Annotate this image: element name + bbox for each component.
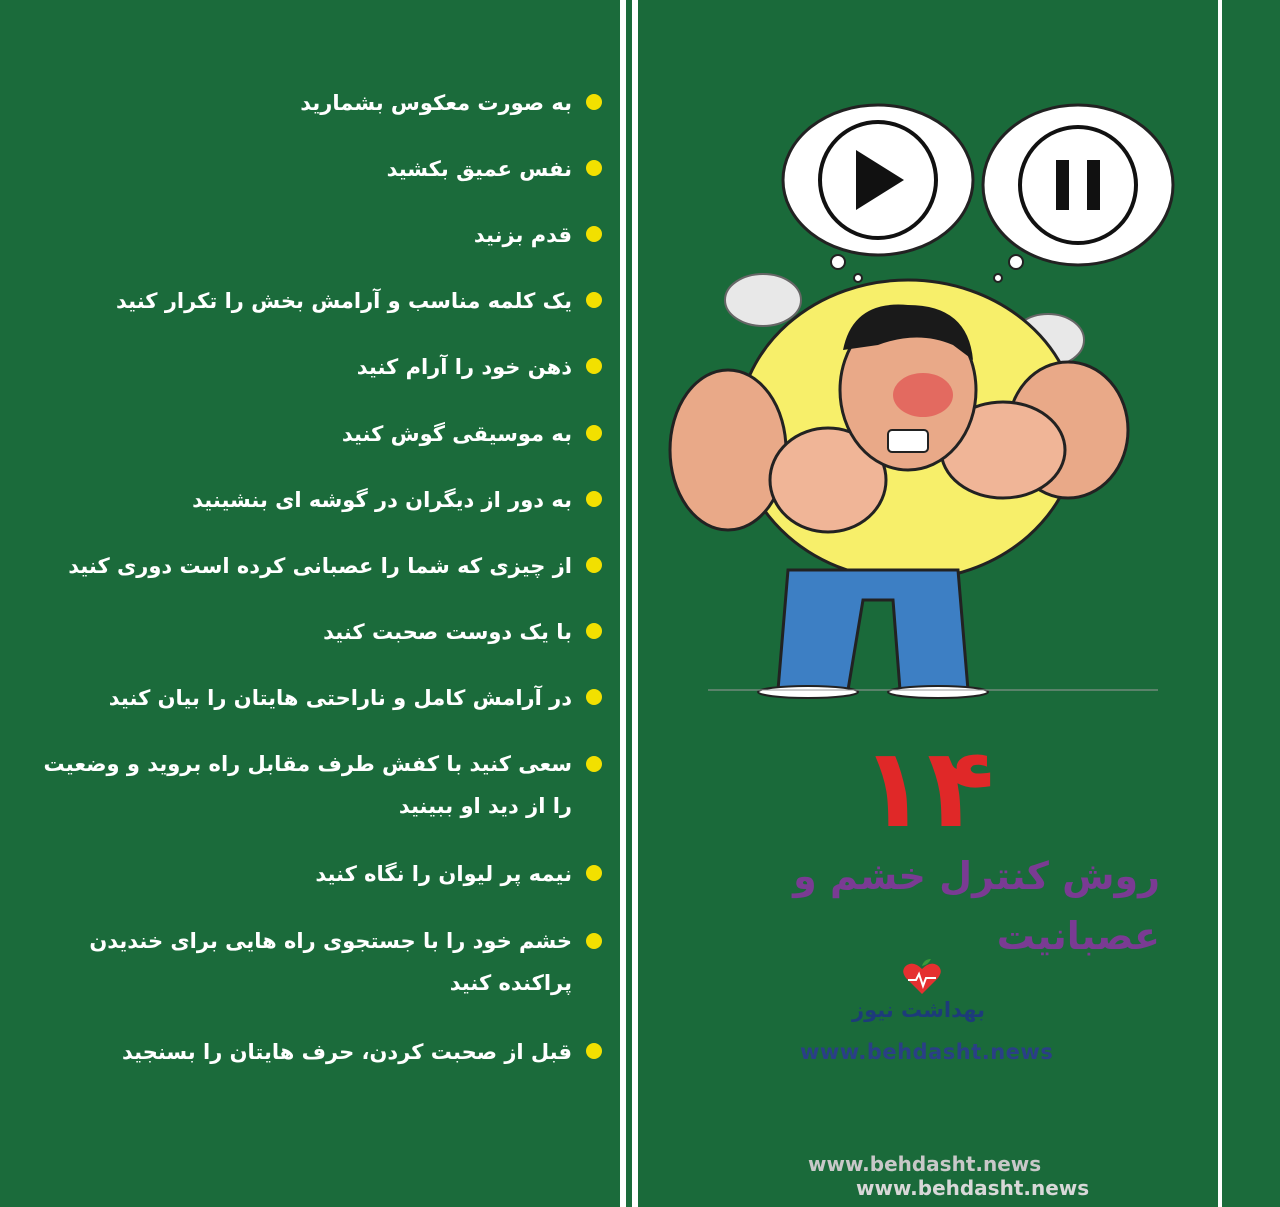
tip-item: قبل از صحبت کردن، حرف هایتان را بسنجید: [42, 1031, 602, 1073]
tip-item: از چیزی که شما را عصبانی کرده است دوری کنید: [42, 545, 602, 587]
bullet-icon: [586, 358, 602, 374]
brand-url[interactable]: www.behdasht.news: [800, 1040, 1054, 1064]
tips-count: ۱۴: [860, 724, 995, 852]
tip-item: یک کلمه مناسب و آرامش بخش را تکرار کنید: [42, 280, 602, 322]
bullet-icon: [586, 94, 602, 110]
bullet-icon: [586, 1043, 602, 1059]
right-border: [1222, 0, 1280, 1207]
bullet-icon: [586, 160, 602, 176]
page-title: روش کنترل خشم و عصبانیت: [793, 854, 1160, 958]
tip-item: نیمه پر لیوان را نگاه کنید: [42, 853, 602, 895]
tip-item: سعی کنید با کفش طرف مقابل راه بروید و وضعیت را از دید او ببینید: [42, 743, 602, 827]
tip-item: به موسیقی گوش کنید: [42, 413, 602, 455]
bullet-icon: [586, 292, 602, 308]
heart-apple-icon: [900, 958, 944, 998]
right-border-stripe: [1210, 0, 1218, 1207]
tip-item: در آرامش کامل و ناراحتی هایتان را بیان کنید: [42, 677, 602, 719]
bullet-icon: [586, 689, 602, 705]
bullet-icon: [586, 623, 602, 639]
bullet-icon: [586, 557, 602, 573]
tip-item: به صورت معکوس بشمارید: [42, 82, 602, 124]
tip-item: خشم خود را با جستجوی راه هایی برای خندیدن پراکنده کنید: [42, 920, 602, 1004]
bullet-icon: [586, 425, 602, 441]
bullet-icon: [586, 491, 602, 507]
bullet-icon: [586, 933, 602, 949]
watermark: www.behdasht.news: [856, 1176, 1090, 1200]
tip-item: به دور از دیگران در گوشه ای بنشینید: [42, 479, 602, 521]
bullet-icon: [586, 756, 602, 772]
pause-icon: [1056, 160, 1069, 210]
bullet-icon: [586, 226, 602, 242]
bullet-icon: [586, 865, 602, 881]
watermark: www.behdasht.news: [808, 1152, 1042, 1176]
angry-man-illustration: [638, 0, 1210, 720]
tip-item: با یک دوست صحبت کنید: [42, 611, 602, 653]
tip-item: قدم بزنید: [42, 214, 602, 256]
tip-item: ذهن خود را آرام کنید: [42, 346, 602, 388]
tip-item: نفس عمیق بکشید: [42, 148, 602, 190]
brand-logo-text: بهداشت نیوز: [852, 998, 985, 1022]
